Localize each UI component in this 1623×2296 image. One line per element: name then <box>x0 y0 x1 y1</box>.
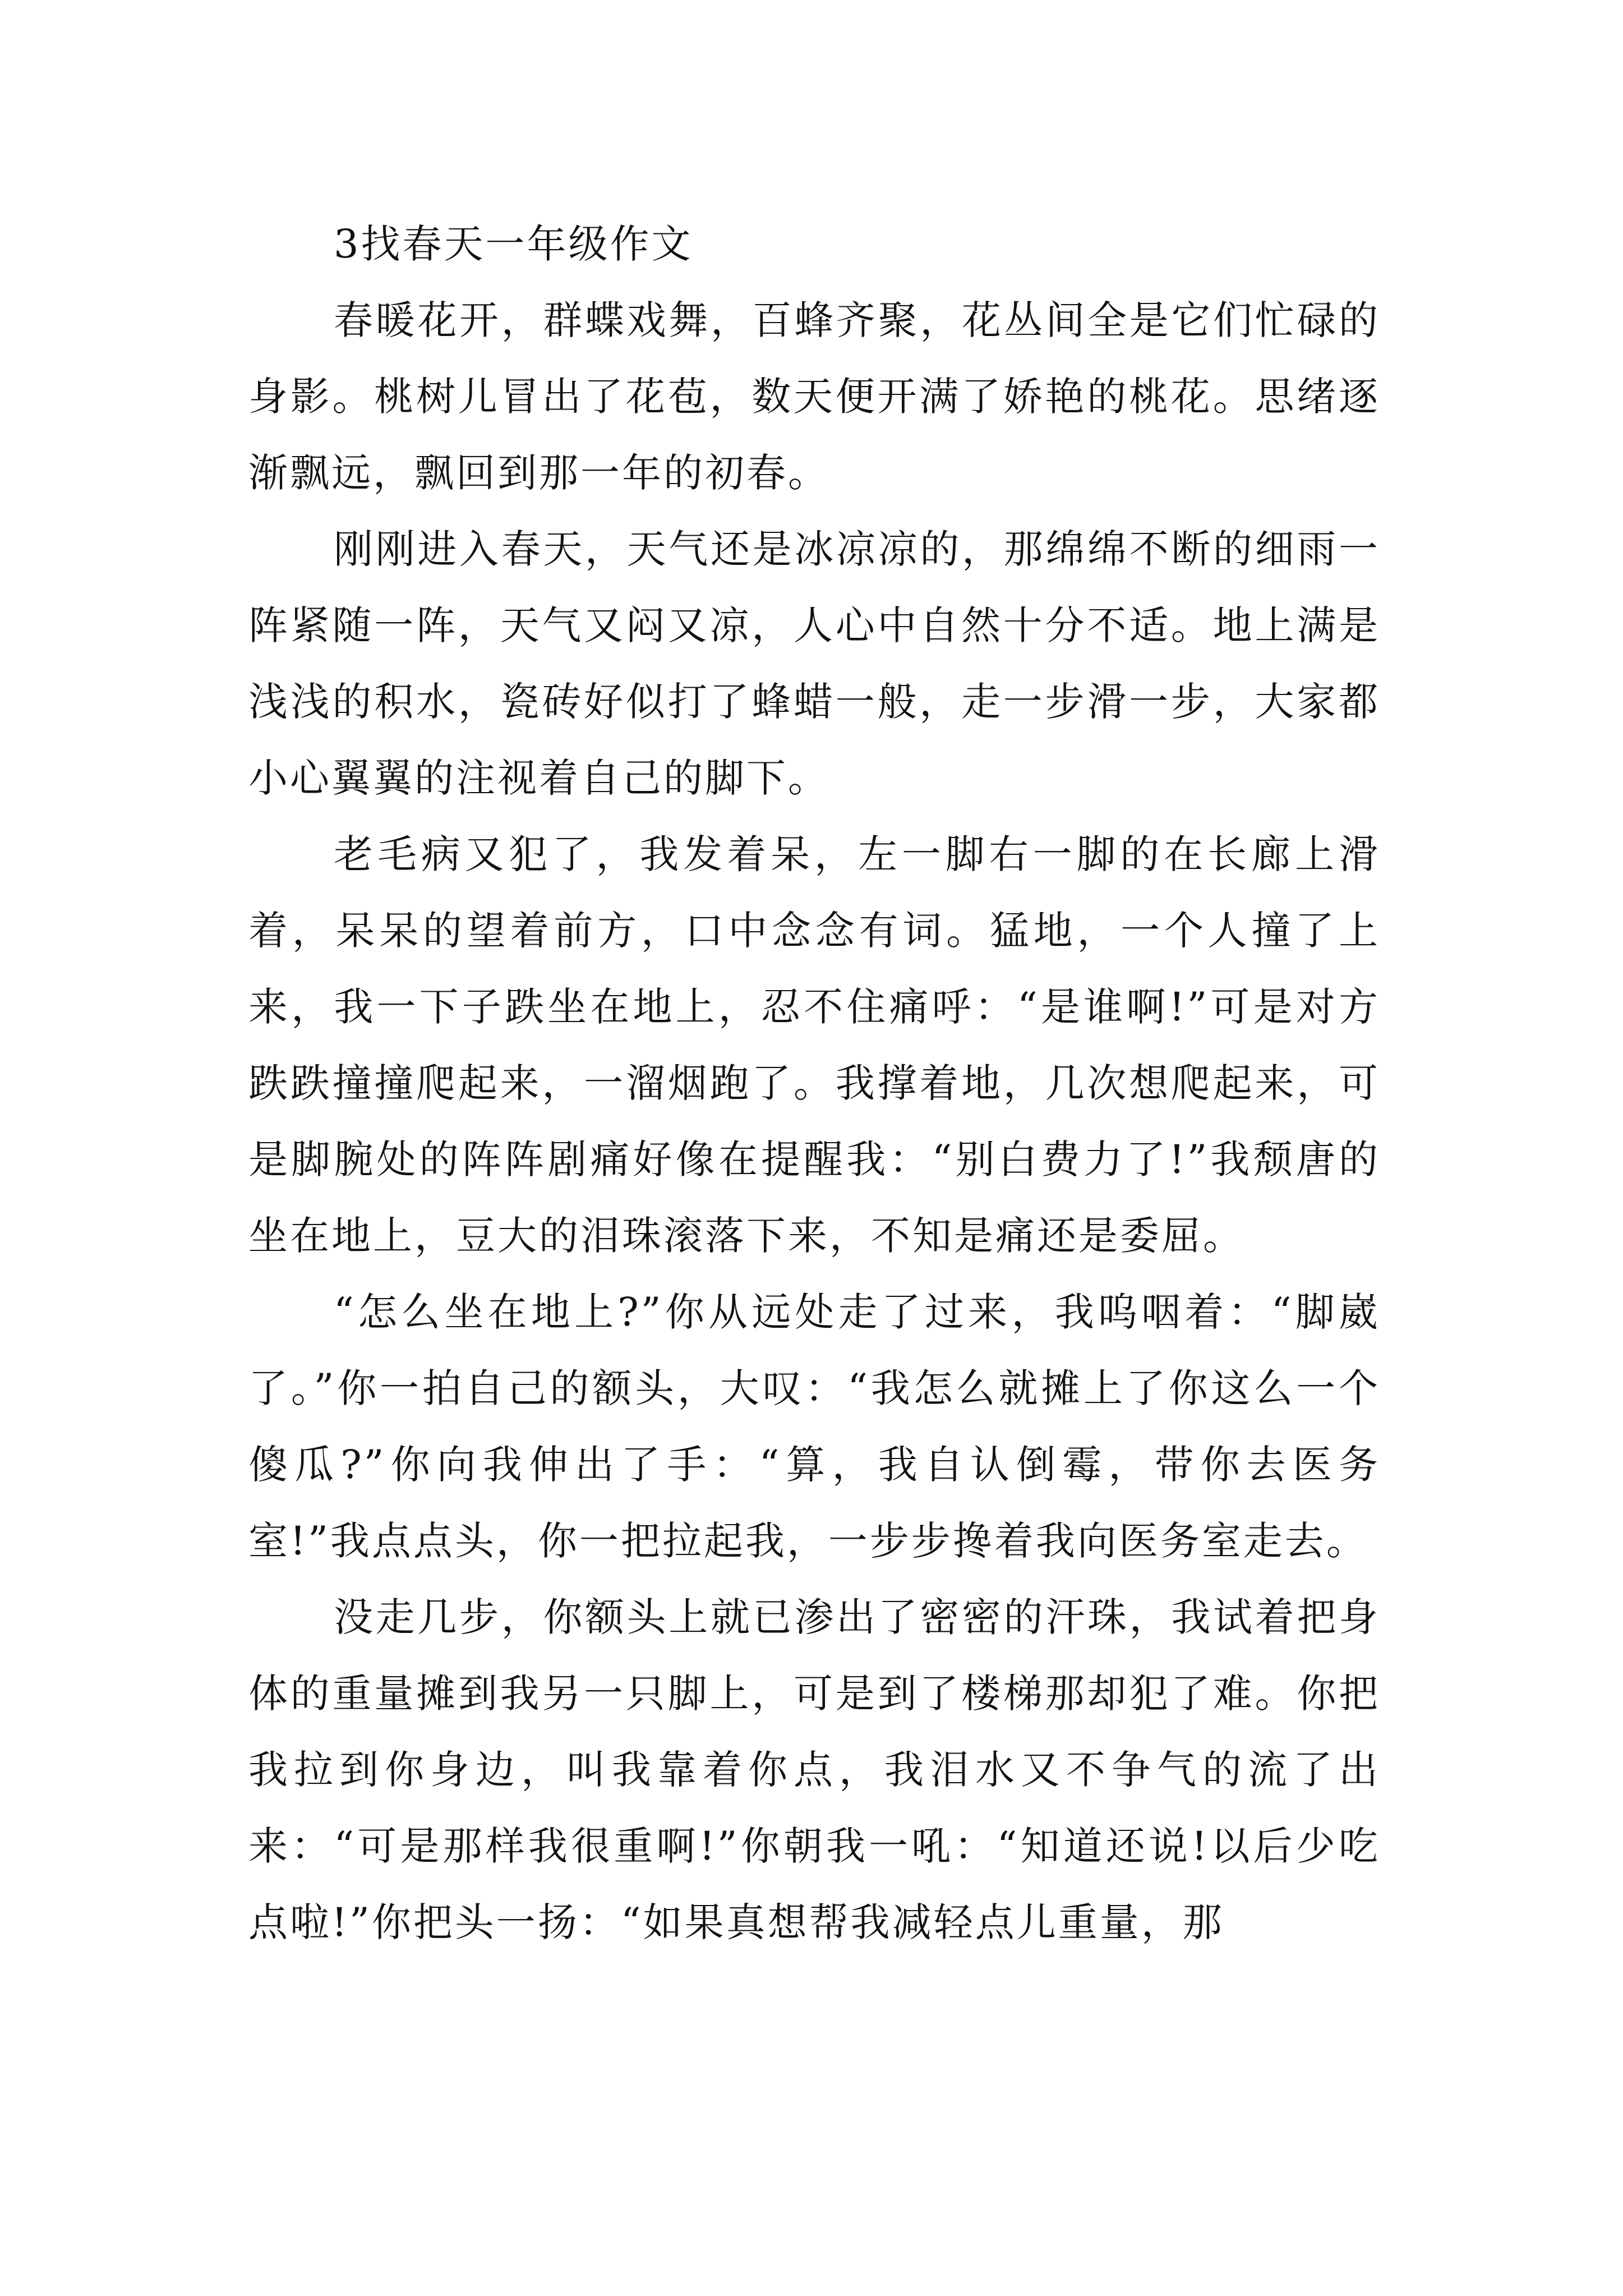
essay-paragraph-2: 刚刚进入春天，天气还是冰凉凉的，那绵绵不断的细雨一阵紧随一阵，天气又闷又凉，人心中自然十分不适。地上满是浅浅的积水，瓷砖好似打了蜂蜡一般，走一步滑一步，大家都小心翼翼的注视着自己的脚下。 <box>248 526 1380 801</box>
essay-title: 3找春天一年级作文 <box>334 221 693 267</box>
essay-paragraph-4: “怎么坐在地上?”你从远处走了过来，我呜咽着：“脚崴了。”你一拍自己的额头，大叹：“我怎么就摊上了你这么一个傻瓜?”你向我伸出了手：“算，我自认倒霉，带你去医务室!”我点点头，你一把拉起我，一步步搀着我向医务室走去。 <box>248 1289 1380 1564</box>
essay-paragraph-3: 老毛病又犯了，我发着呆，左一脚右一脚的在长廊上滑着，呆呆的望着前方，口中念念有词。猛地，一个人撞了上来，我一下子跌坐在地上，忍不住痛呼：“是谁啊!”可是对方跌跌撞撞爬起来，一溜烟跑了。我撑着地，几次想爬起来，可是脚腕处的阵阵剧痛好像在提醒我：“别白费力了!”我颓唐的坐在地上，豆大的泪珠滚落下来，不知是痛还是委屈。 <box>248 831 1380 1259</box>
essay-paragraph-1: 春暖花开，群蝶戏舞，百蜂齐聚，花丛间全是它们忙碌的身影。桃树儿冒出了花苞，数天便开满了娇艳的桃花。思绪逐渐飘远，飘回到那一年的初春。 <box>248 297 1380 496</box>
essay-body <box>248 206 1380 1961</box>
essay-paragraph-5: 没走几步，你额头上就已渗出了密密的汗珠，我试着把身体的重量摊到我另一只脚上，可是到了楼梯那却犯了难。你把我拉到你身边，叫我靠着你点，我泪水又不争气的流了出来：“可是那样我很重啊!”你朝我一吼：“知道还说!以后少吃点啦!”你把头一扬：“如果真想帮我减轻点儿重量，那 <box>248 1594 1380 1945</box>
